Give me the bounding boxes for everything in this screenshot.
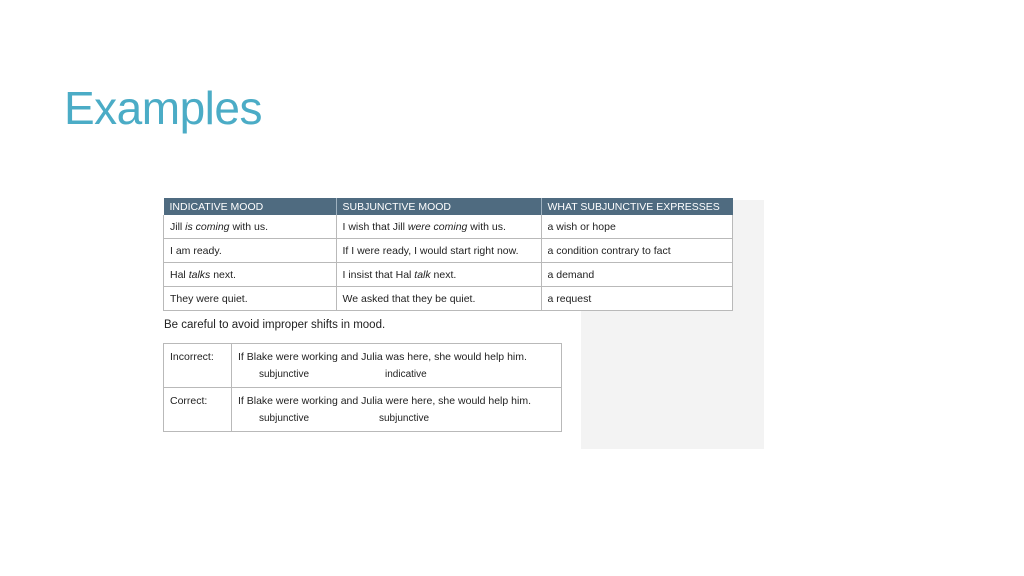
mood-table (163, 198, 733, 311)
example-sentence: If Blake were working and Julia were here, she would help him. (238, 395, 531, 407)
mood-tags (238, 369, 555, 383)
indicative-cell: Jill is coming with us. (164, 215, 337, 239)
header-subjunctive-mood: SUBJUNCTIVE MOOD (336, 198, 541, 215)
mood-tag: subjunctive (259, 413, 310, 424)
mood-shift-table (163, 343, 562, 432)
expresses-cell: a demand (541, 263, 733, 287)
mood-tag: subjunctive (259, 369, 310, 380)
indicative-cell: They were quiet. (164, 287, 337, 311)
example-sentence: If Blake were working and Julia was here, she would help him. (238, 351, 527, 363)
table-row (164, 388, 562, 432)
mood-tags (238, 413, 555, 427)
row-label: Correct: (164, 388, 232, 432)
shift-warning-note: Be careful to avoid improper shifts in mood. (164, 319, 386, 331)
expresses-cell: a wish or hope (541, 215, 733, 239)
subjunctive-cell: I insist that Hal talk next. (336, 263, 541, 287)
subjunctive-cell: We asked that they be quiet. (336, 287, 541, 311)
example-cell (232, 388, 562, 432)
mood-table-header-row (164, 198, 733, 215)
indicative-cell: Hal talks next. (164, 263, 337, 287)
indicative-cell: I am ready. (164, 239, 337, 263)
slide-title: Examples (64, 82, 262, 134)
example-cell (232, 344, 562, 388)
subjunctive-cell: If I were ready, I would start right now. (336, 239, 541, 263)
table-row (164, 344, 562, 388)
expresses-cell: a condition contrary to fact (541, 239, 733, 263)
header-what-subjunctive-expresses: WHAT SUBJUNCTIVE EXPRESSES (541, 198, 733, 215)
row-label: Incorrect: (164, 344, 232, 388)
header-indicative-mood: INDICATIVE MOOD (164, 198, 337, 215)
expresses-cell: a request (541, 287, 733, 311)
mood-tag: subjunctive (379, 413, 430, 424)
table-row (164, 215, 733, 239)
table-row (164, 239, 733, 263)
table-row (164, 263, 733, 287)
mood-tag: indicative (385, 369, 427, 380)
table-row (164, 287, 733, 311)
subjunctive-cell: I wish that Jill were coming with us. (336, 215, 541, 239)
grammar-figure (163, 198, 763, 449)
